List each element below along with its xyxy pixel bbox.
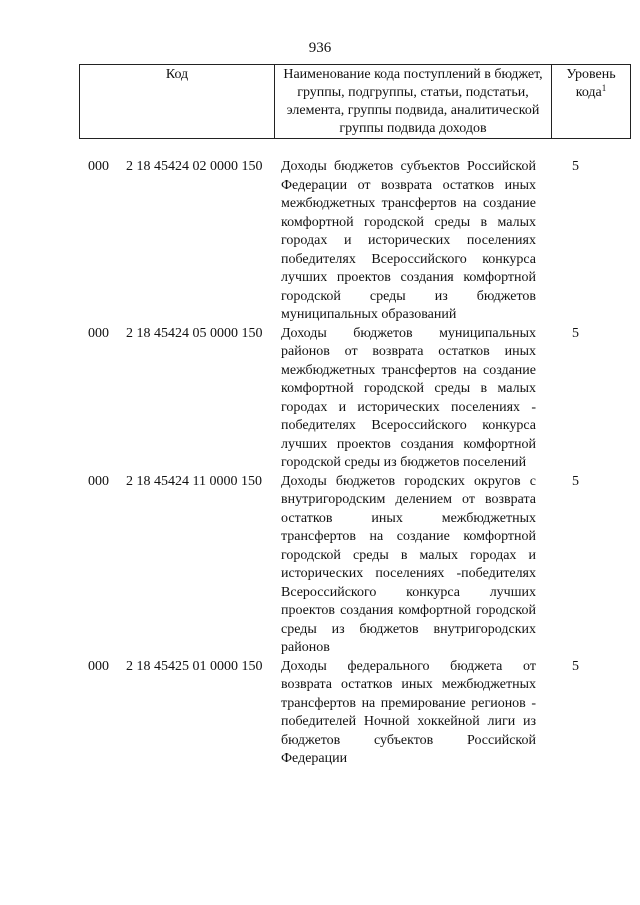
row-admin-code: 000 xyxy=(88,473,109,489)
row-name: Доходы федерального бюджета от возврата остатков иных межбюджетных трансфертов на премирование регионов - победителей Ночной хоккейной лиги из бюджетов субъектов Российской Федерации xyxy=(281,658,536,766)
row-income-code: 2 18 45424 11 0000 150 xyxy=(126,473,262,489)
row-name: Доходы бюджетов городских округов с внутригородским делением от возврата остатков иных межбюджетных трансфертов на создание комфортной городской среды в малых городах и исторических поселениях -победителях Всероссийского конкурса лучших проектов создания комфортной городской среды из бюджетов внутригородских районов xyxy=(281,473,536,655)
row-admin-code: 000 xyxy=(88,658,109,674)
row-level: 5 xyxy=(572,325,579,341)
row-name: Доходы бюджетов субъектов Российской Федерации от возврата остатков иных межбюджетных трансфертов на создание комфортной городской среды в малых городах и исторических поселениях победителях Всероссийского конкурса лучших проектов создания комфортной городской среды из бюджетов муниципальных образований xyxy=(281,159,536,322)
row-level: 5 xyxy=(572,159,579,174)
header-level-label: Уровень кода xyxy=(566,67,616,100)
table-row xyxy=(79,158,609,325)
header-level xyxy=(552,65,631,139)
row-level: 5 xyxy=(572,658,579,674)
table-body xyxy=(79,158,609,769)
header-code: Код xyxy=(80,65,275,139)
row-income-code: 2 18 45424 02 0000 150 xyxy=(126,159,263,174)
page-number: 936 xyxy=(308,40,332,56)
row-admin-code: 000 xyxy=(88,159,109,174)
table-row xyxy=(79,325,609,473)
header-name: Наименование кода поступлений в бюджет, группы, подгруппы, статьи, подстатьи, элемента, группы подвида, аналитической группы подвида доходов xyxy=(275,65,552,139)
table-header xyxy=(79,64,631,139)
table-row xyxy=(79,473,609,658)
header-level-footnote: 1 xyxy=(601,83,607,93)
row-level: 5 xyxy=(572,473,579,489)
table-row xyxy=(79,658,609,769)
row-income-code: 2 18 45424 05 0000 150 xyxy=(126,325,263,341)
row-admin-code: 000 xyxy=(88,325,109,341)
row-income-code: 2 18 45425 01 0000 150 xyxy=(126,658,263,674)
row-name: Доходы бюджетов муниципальных районов от возврата остатков иных межбюджетных трансфертов на создание комфортной городской среды в малых городах и исторических поселениях - победителях Всероссийского конкурса лучших проектов создания комфортной городской среды из бюджетов поселений xyxy=(281,325,536,470)
